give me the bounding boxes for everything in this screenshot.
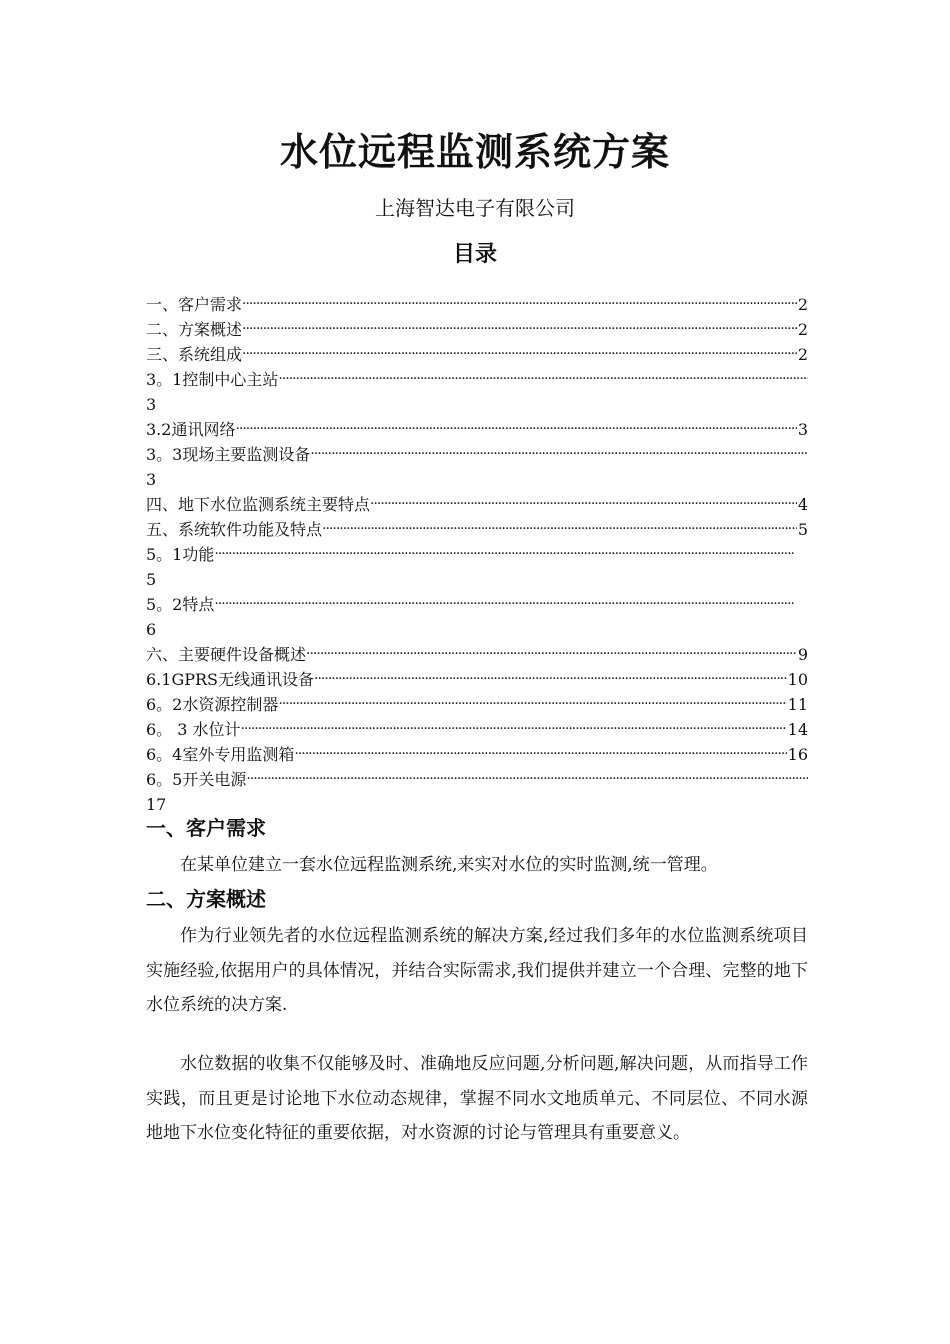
toc-entry-label: 6。 3 水位计 xyxy=(146,720,241,739)
toc-entry-label: 四、地下水位监测系统主要特点 xyxy=(146,495,371,514)
toc-entry-page: 11 xyxy=(787,695,808,714)
toc-entry[interactable] xyxy=(146,417,808,442)
toc-entry[interactable] xyxy=(146,667,808,692)
toc-leader-dots xyxy=(246,767,808,792)
toc-entry[interactable] xyxy=(146,292,808,317)
toc-entry-page-wrapped: 3 xyxy=(146,470,157,489)
toc-entry-label: 一、客户需求 xyxy=(146,295,243,314)
section-paragraph: 在某单位建立一套水位远程监测系统,来实对水位的实时监测,统一管理。 xyxy=(180,855,718,875)
toc-leader-dots xyxy=(306,642,797,667)
toc-entry-page-wrapped: 3 xyxy=(146,395,157,414)
toc-entry-label: 六、主要硬件设备概述 xyxy=(146,645,307,664)
toc-entry-page-wrapped: 6 xyxy=(146,620,157,639)
toc-entry[interactable] xyxy=(146,492,808,517)
toc-entry-label: 五、系统软件功能及特点 xyxy=(146,520,323,539)
toc-entry[interactable] xyxy=(146,367,808,417)
toc-entry-page: 2 xyxy=(797,345,808,364)
toc-entry[interactable] xyxy=(146,592,808,642)
toc-leader-dots xyxy=(314,667,787,692)
toc-leader-dots xyxy=(370,492,797,517)
table-of-contents xyxy=(146,292,808,817)
toc-entry-label: 三、系统组成 xyxy=(146,345,243,364)
toc-entry-page: 16 xyxy=(787,745,808,764)
section-heading-customer-needs: 一、客户需求 xyxy=(146,816,266,840)
toc-entry[interactable] xyxy=(146,692,808,717)
toc-leader-dots xyxy=(241,717,787,742)
toc-entry-label: 6。4室外专用监测箱 xyxy=(146,745,295,764)
toc-entry[interactable] xyxy=(146,542,808,592)
toc-leader-dots xyxy=(278,692,786,717)
toc-entry-page: 10 xyxy=(787,670,808,689)
toc-leader-dots xyxy=(322,517,797,542)
toc-entry-page: 9 xyxy=(797,645,808,664)
toc-leader-dots xyxy=(214,542,808,567)
toc-entry-label: 3.2通讯网络 xyxy=(146,420,236,439)
document-title: 水位远程监测系统方案 xyxy=(279,130,670,174)
toc-entry[interactable] xyxy=(146,742,808,767)
toc-entry-page: 14 xyxy=(787,720,808,739)
toc-entry-label: 6.1GPRS无线通讯设备 xyxy=(146,670,315,689)
toc-entry-label: 3。3现场主要监测设备 xyxy=(146,445,311,464)
toc-entry-label: 3。1控制中心主站 xyxy=(146,370,279,389)
toc-leader-dots xyxy=(278,367,808,392)
toc-leader-dots xyxy=(242,317,797,342)
toc-entry[interactable] xyxy=(146,342,808,367)
toc-entry-label: 5。1功能 xyxy=(146,545,215,564)
toc-entry[interactable] xyxy=(146,642,808,667)
toc-entry[interactable] xyxy=(146,767,808,817)
toc-entry[interactable] xyxy=(146,442,808,492)
toc-leader-dots xyxy=(242,342,797,367)
toc-entry[interactable] xyxy=(146,517,808,542)
toc-entry-label: 6。5开关电源 xyxy=(146,770,247,789)
toc-entry[interactable] xyxy=(146,317,808,342)
toc-leader-dots xyxy=(214,592,808,617)
toc-entry-page-wrapped: 17 xyxy=(146,795,167,814)
toc-leader-dots xyxy=(235,417,796,442)
section-paragraph: 水位数据的收集不仅能够及时、准确地反应问题,分析问题,解决问题，从而指导工作实践，而且更是讨论地下水位动态规律，掌握不同水文地质单元、不同层位、不同水源地地下水位变化特征的重要依据，对水资源的讨论与管理具有重要意义。 xyxy=(146,1054,808,1143)
toc-entry-page: 2 xyxy=(797,295,808,314)
toc-entry-page: 3 xyxy=(797,420,808,439)
section-heading-solution-overview: 二、方案概述 xyxy=(146,887,266,911)
company-name: 上海智达电子有限公司 xyxy=(375,196,575,220)
toc-leader-dots xyxy=(310,442,808,467)
toc-entry-label: 5。2特点 xyxy=(146,595,215,614)
toc-leader-dots xyxy=(294,742,786,767)
toc-leader-dots xyxy=(242,292,797,317)
toc-heading: 目录 xyxy=(452,242,497,267)
toc-entry-label: 6。2水资源控制器 xyxy=(146,695,279,714)
toc-entry-page: 4 xyxy=(797,495,808,514)
toc-entry[interactable] xyxy=(146,717,808,742)
section-paragraph: 作为行业领先者的水位远程监测系统的解决方案,经过我们多年的水位监测系统项目实施经验,依据用户的具体情况，并结合实际需求,我们提供并建立一个合理、完整的地下水位系统的决方案. xyxy=(146,926,808,1015)
toc-entry-page: 2 xyxy=(797,320,808,339)
toc-entry-label: 二、方案概述 xyxy=(146,320,243,339)
toc-entry-page-wrapped: 5 xyxy=(146,570,157,589)
toc-entry-page: 5 xyxy=(797,520,808,539)
